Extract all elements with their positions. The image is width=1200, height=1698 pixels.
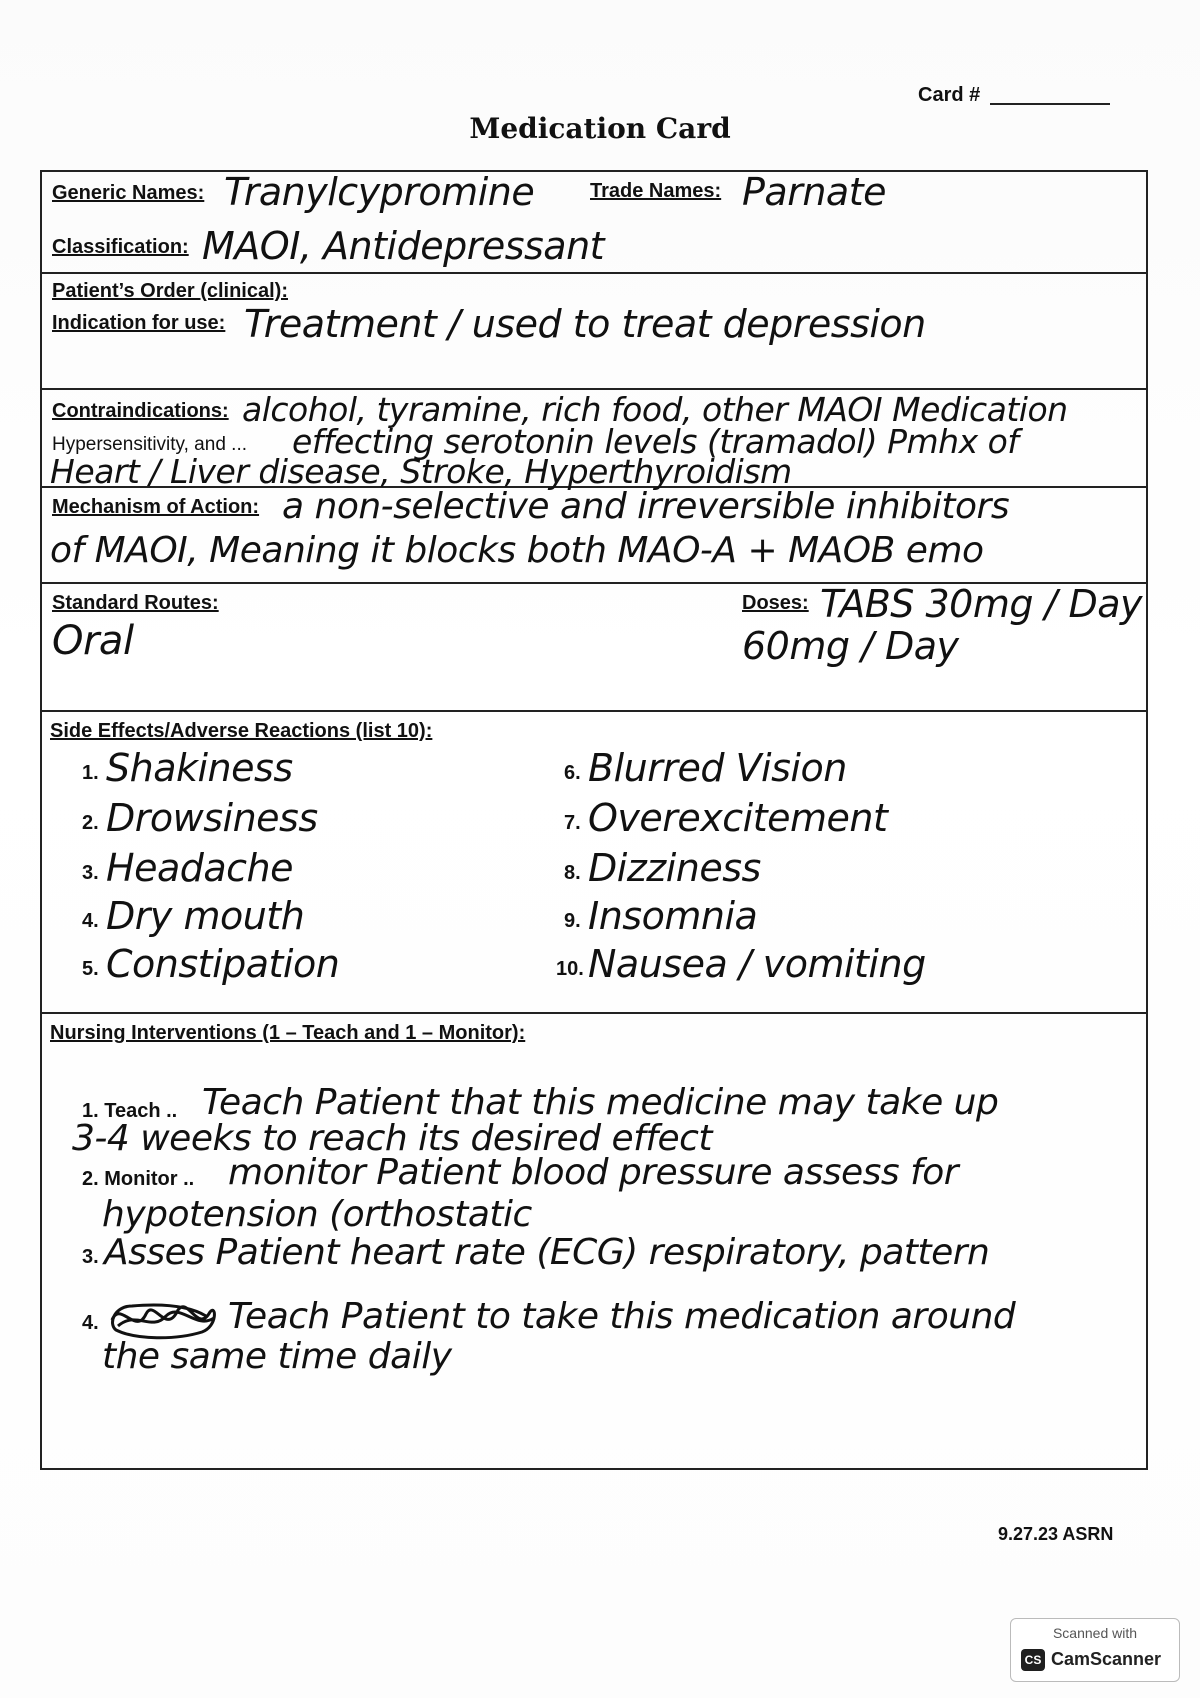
side-effect-item: Headache xyxy=(106,846,294,890)
trade-names-value: Parnate xyxy=(742,170,886,214)
teach-line1: Teach Patient that this medicine may take up xyxy=(202,1082,999,1123)
side-effect-item: Shakiness xyxy=(106,746,293,790)
side-effect-item: Constipation xyxy=(106,942,340,986)
page-title: Medication Card xyxy=(469,112,731,145)
teach-label: 1. Teach .. xyxy=(82,1100,178,1122)
card-number xyxy=(918,84,1110,107)
side-effect-item: Insomnia xyxy=(588,894,758,938)
side-effect-item: Drowsiness xyxy=(106,796,318,840)
card-number-label: Card # xyxy=(918,84,981,106)
classification-label: Classification: xyxy=(52,236,189,258)
contraindications-label: Contraindications: xyxy=(52,400,229,422)
doses-label: Doses: xyxy=(742,592,809,614)
patient-order-label: Patient’s Order (clinical): xyxy=(52,280,288,302)
doses-line2: 60mg / Day xyxy=(742,624,959,668)
intervention-number: 4. xyxy=(82,1312,99,1334)
contraindications-line2: effecting serotonin levels (tramadol) Pmhx of xyxy=(292,422,1019,461)
contraindications-section xyxy=(42,390,1146,491)
monitor-label: 2. Monitor .. xyxy=(82,1168,195,1190)
indication-label: Indication for use: xyxy=(52,312,226,334)
badge-brand: CamScanner xyxy=(1051,1649,1162,1669)
medication-card xyxy=(40,170,1148,1470)
card-number-blank xyxy=(990,103,1110,105)
intervention-number: 3. xyxy=(82,1246,99,1268)
side-effect-number: 2. xyxy=(82,812,99,834)
mechanism-line1: a non-selective and irreversible inhibitors xyxy=(282,486,1010,527)
nursing-interventions-section xyxy=(42,1014,1146,1472)
side-effect-number: 10. xyxy=(556,958,584,980)
contraindications-line3: Heart / Liver disease, Stroke, Hyperthyroidism xyxy=(50,452,792,491)
side-effect-number: 7. xyxy=(564,812,581,834)
mechanism-label: Mechanism of Action: xyxy=(52,496,260,518)
generic-names-label: Generic Names: xyxy=(52,182,205,204)
intervention-item3: Asses Patient heart rate (ECG) respiratory, pattern xyxy=(104,1232,990,1273)
side-effect-item: Overexcitement xyxy=(588,796,888,840)
standard-routes-label: Standard Routes: xyxy=(52,592,219,614)
side-effect-item: Blurred Vision xyxy=(588,746,847,790)
side-effects-label: Side Effects/Adverse Reactions (list 10): xyxy=(50,720,433,742)
contraindications-line1: alcohol, tyramine, rich food, other MAOI Medication xyxy=(242,390,1068,429)
side-effect-item: Dry mouth xyxy=(106,894,305,938)
names-section xyxy=(42,172,1146,274)
side-effect-number: 1. xyxy=(82,762,99,784)
hypersensitivity-label: Hypersensitivity, and ... xyxy=(52,434,248,455)
side-effect-number: 3. xyxy=(82,862,99,884)
intervention-item4-line1: Teach Patient to take this medication around xyxy=(228,1296,1016,1337)
generic-names-value: Tranylcypromine xyxy=(224,170,535,214)
routes-doses-section xyxy=(42,584,1146,712)
side-effects-section xyxy=(42,712,1146,1014)
monitor-line2: hypotension (orthostatic xyxy=(102,1194,532,1235)
doses-line1: TABS 30mg / Day xyxy=(820,582,1142,626)
trade-names-label: Trade Names: xyxy=(590,180,722,202)
camscanner-logo-icon: CS xyxy=(1021,1649,1045,1671)
mechanism-line2: of MAOI, Meaning it blocks both MAO-A + MAOB emo xyxy=(50,530,984,571)
side-effect-number: 8. xyxy=(564,862,581,884)
classification-value: MAOI, Antidepressant xyxy=(202,224,605,268)
footer-note: 9.27.23 ASRN xyxy=(998,1524,1114,1544)
side-effect-item: Nausea / vomiting xyxy=(588,942,926,986)
monitor-line1: monitor Patient blood pressure assess for xyxy=(228,1152,959,1193)
standard-routes-value: Oral xyxy=(52,618,134,664)
nursing-interventions-label: Nursing Interventions (1 – Teach and 1 – Monitor): xyxy=(50,1022,526,1044)
indication-value: Treatment / used to treat depression xyxy=(244,302,926,346)
side-effect-number: 9. xyxy=(564,910,581,932)
side-effect-number: 4. xyxy=(82,910,99,932)
side-effect-number: 6. xyxy=(564,762,581,784)
side-effect-number: 5. xyxy=(82,958,99,980)
indication-section xyxy=(42,274,1146,390)
mechanism-section xyxy=(42,488,1146,584)
camscanner-badge xyxy=(1010,1618,1180,1682)
teach-line2: 3-4 weeks to reach its desired effect xyxy=(72,1118,713,1159)
intervention-item4-line2: the same time daily xyxy=(102,1336,452,1377)
badge-caption: Scanned with xyxy=(1052,1625,1138,1641)
side-effect-item: Dizziness xyxy=(588,846,761,890)
